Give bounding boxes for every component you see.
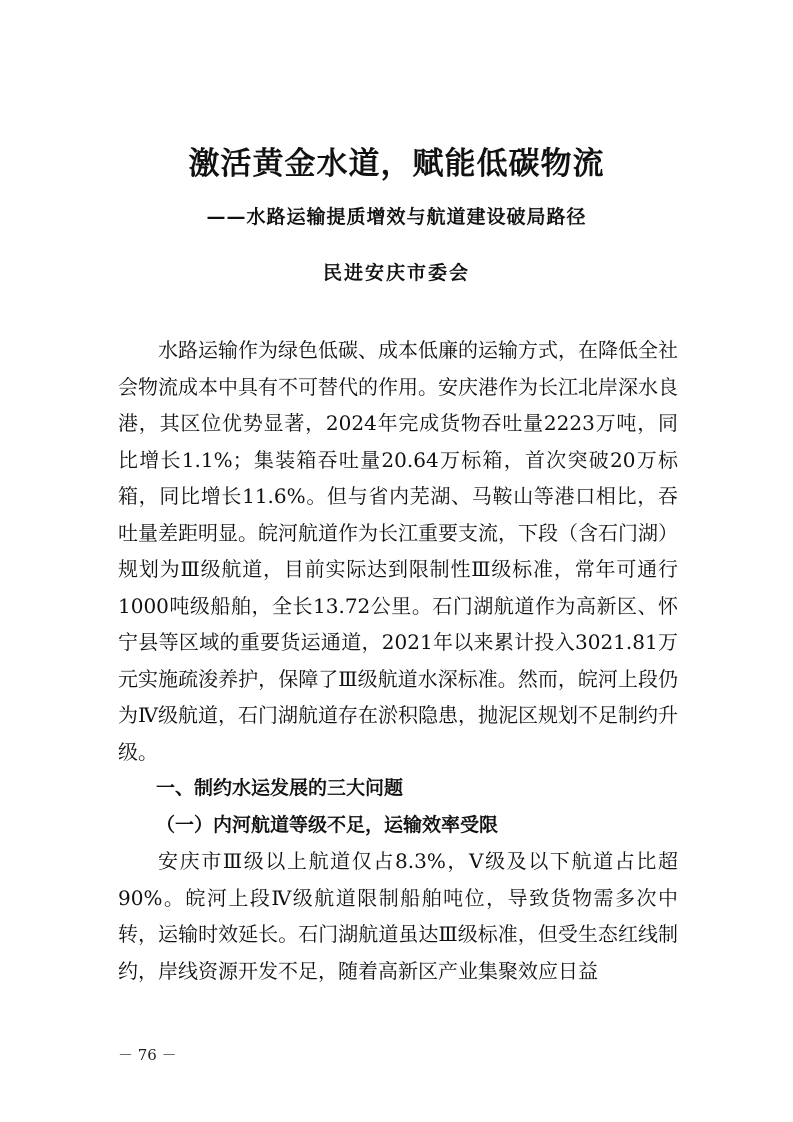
section-heading: 一、制约水运发展的三大问题	[156, 777, 404, 799]
body-paragraph: 水路运输作为绿色低碳、成本低廉的运输方式，在降低全社会物流成本中具有不可替代的作用。安庆港作为长江北岸深水良港，其区位优势显著，2024年完成货物吞吐量2223万吨，同比增长1.1%；集装箱吞吐量20.64万标箱，首次突破20万标箱，同比增长11.6%。但与省内芜湖、马鞍山等港口相比，吞吐量差距明显。皖河航道作为长江重要支流，下段（含石门湖）规划为Ⅲ级航道，目前实际达到限制性Ⅲ级标准，常年可通行1000吨级船舶，全长13.72公里。石门湖航道作为高新区、怀宁县等区域的重要货运通道，2021年以来累计投入3021.81万元实施疏浚养护，保障了Ⅲ级航道水深标准。然而，皖河上段仍为Ⅳ级航道，石门湖航道存在淤积隐患，抛泥区规划不足制约升级。	[118, 338, 678, 764]
body-paragraph: 安庆市Ⅲ级以上航道仅占8.3%，Ⅴ级及以下航道占比超90%。皖河上段Ⅳ级航道限制船舶吨位，导致货物需多次中转，运输时效延长。石门湖航道虽达Ⅲ级标准，但受生态红线制约，岸线资源开发不足，随着高新区产业集聚效应日益	[118, 849, 678, 983]
document-body	[118, 332, 678, 989]
author-line: 民进安庆市委会	[322, 262, 470, 284]
page-number: － 76 －	[118, 1046, 177, 1064]
document-title: 激活黄金水道，赋能低碳物流	[188, 146, 605, 182]
document-subtitle: ——水路运输提质增效与航道建设破局路径	[206, 206, 587, 228]
subsection-heading: （一）内河航道等级不足，运输效率受限	[156, 813, 499, 836]
